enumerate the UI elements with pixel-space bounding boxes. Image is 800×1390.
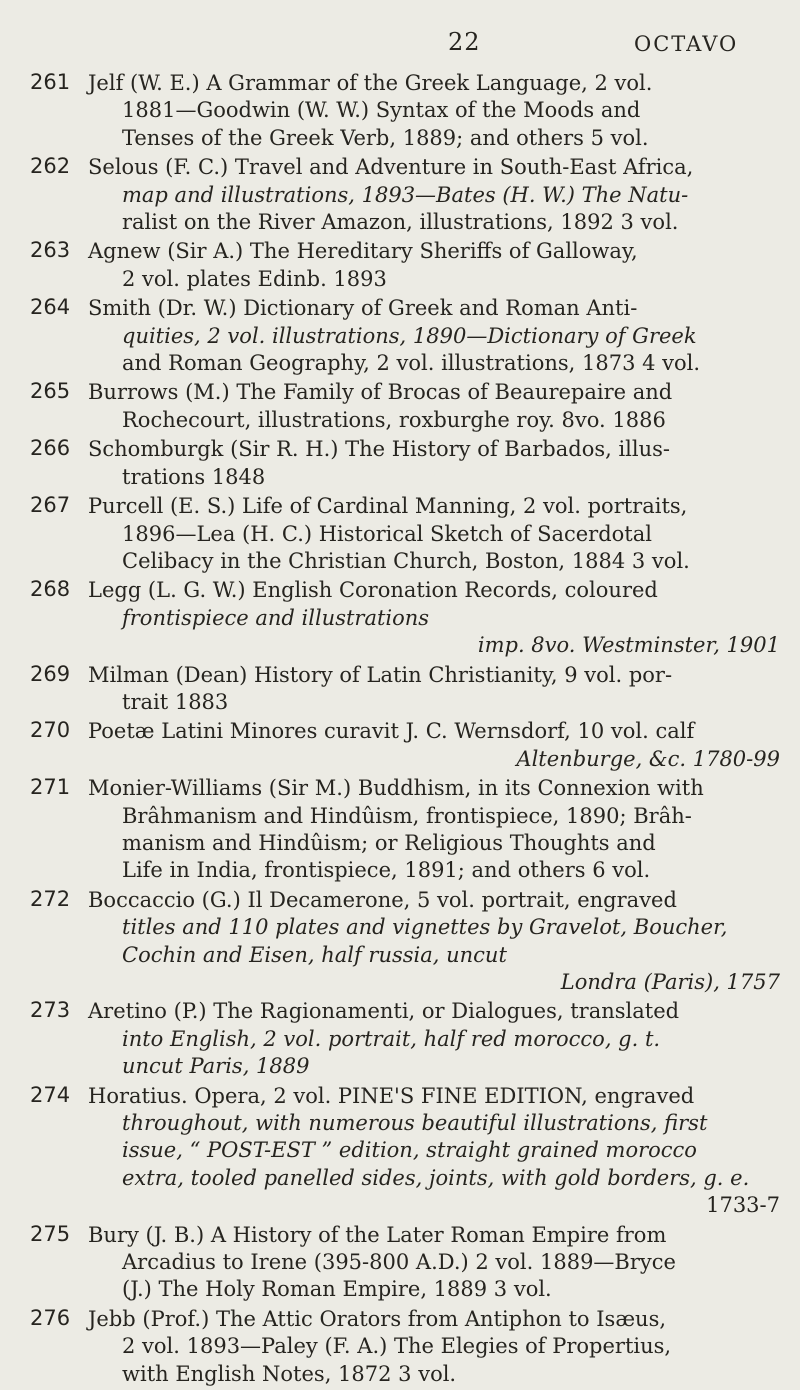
entry-line: Bury (J. B.) A History of the Later Roman Empire from [88, 1222, 667, 1247]
entry-line: Life in India, frontispiece, 1891; and others 6 vol. [122, 858, 651, 883]
entry-line: with English Notes, 1872 3 vol. [122, 1361, 457, 1386]
lot-number: 273 [30, 998, 71, 1023]
catalogue-entry [30, 436, 780, 491]
entry-line: Rochecourt, illustrations, roxburghe roy. 8vo. 1886 [122, 407, 666, 432]
entry-line: Horatius. Opera, 2 vol. PINE'S FINE EDITION, engraved [88, 1083, 695, 1108]
entry-line: quities, 2 vol. illustrations, 1890—Dictionary of Greek [122, 323, 697, 348]
page-header [0, 28, 800, 68]
entry-line: into English, 2 vol. portrait, half red morocco, g. t. [122, 1026, 661, 1051]
entry-line: Celibacy in the Christian Church, Boston, 1884 3 vol. [122, 548, 690, 573]
running-head: OCTAVO [634, 32, 739, 56]
catalogue-entry [30, 1222, 780, 1304]
entry-line: Tenses of the Greek Verb, 1889; and others 5 vol. [122, 125, 649, 150]
entry-line: Schomburgk (Sir R. H.) The History of Barbados, illus- [88, 437, 671, 462]
page-number: 22 [448, 28, 481, 56]
entry-line: Selous (F. C.) Travel and Adventure in South-East Africa, [88, 155, 694, 180]
entry-line: Arcadius to Irene (395-800 A.D.) 2 vol. 1889—Bryce [122, 1250, 676, 1275]
entry-line: Poetæ Latini Minores curavit J. C. Wernsdorf, 10 vol. calf [88, 719, 695, 744]
lot-number: 267 [30, 493, 71, 518]
catalogue-entry [30, 379, 780, 434]
catalogue-entry [30, 998, 780, 1080]
lot-number: 264 [30, 295, 71, 320]
lot-number: 266 [30, 436, 71, 461]
entry-line: Legg (L. G. W.) English Coronation Records, coloured [88, 578, 658, 603]
catalogue-entry [30, 1083, 780, 1220]
lot-number: 268 [30, 577, 71, 602]
lot-number: 262 [30, 154, 71, 179]
lot-number: 265 [30, 379, 71, 404]
entry-line: Aretino (P.) The Ragionamenti, or Dialogues, translated [88, 999, 680, 1024]
catalogue-entry [30, 295, 780, 377]
catalogue-entry [30, 718, 780, 773]
entry-line: titles and 110 plates and vignettes by Gravelot, Boucher, [122, 915, 728, 940]
entry-line: 1881—Goodwin (W. W.) Syntax of the Moods and [122, 98, 641, 123]
lot-number: 271 [30, 775, 71, 800]
entry-line: 2 vol. 1893—Paley (F. A.) The Elegies of Propertius, [122, 1334, 672, 1359]
entry-line: Monier-Williams (Sir M.) Buddhism, in its Connexion with [88, 776, 704, 801]
lot-number: 275 [30, 1221, 71, 1246]
entry-line: trait 1883 [122, 689, 229, 714]
entry-line: Burrows (M.) The Family of Brocas of Beaurepaire and [88, 380, 673, 405]
catalogue-entry [30, 493, 780, 575]
entry-line: issue, “ POST-EST ” edition, straight grained morocco [122, 1138, 697, 1163]
entry-line: Altenburge, &c. 1780-99 [516, 746, 780, 771]
entry-line: Jelf (W. E.) A Grammar of the Greek Language, 2 vol. [88, 71, 653, 95]
catalogue-entry [30, 238, 780, 293]
lot-list [30, 70, 780, 1390]
entry-line: trations 1848 [122, 464, 266, 489]
lot-number: 274 [30, 1082, 71, 1107]
entry-line: 1733-7 [706, 1193, 780, 1218]
entry-line: map and illustrations, 1893—Bates (H. W.) The Natu- [122, 182, 689, 207]
catalogue-entry [30, 887, 780, 997]
entry-line: (J.) The Holy Roman Empire, 1889 3 vol. [122, 1277, 552, 1302]
lot-number: 263 [30, 238, 71, 263]
entry-line: Cochin and Eisen, half russia, uncut [122, 942, 507, 967]
entry-line: 2 vol. plates Edinb. 1893 [122, 266, 387, 291]
entry-line: Purcell (E. S.) Life of Cardinal Manning, 2 vol. portraits, [88, 494, 688, 519]
entry-line: Jebb (Prof.) The Attic Orators from Antiphon to Isæus, [88, 1306, 667, 1331]
lot-number: 270 [30, 718, 71, 743]
entry-line: Londra (Paris), 1757 [560, 970, 780, 994]
entry-line: and Roman Geography, 2 vol. illustrations, 1873 4 vol. [122, 351, 701, 376]
entry-line: Boccaccio (G.) Il Decamerone, 5 vol. portrait, engraved [88, 887, 677, 912]
entry-line: 1896—Lea (H. C.) Historical Sketch of Sacerdotal [122, 521, 652, 546]
entry-line: Milman (Dean) History of Latin Christianity, 9 vol. por- [88, 662, 673, 687]
entry-line: Brâhmanism and Hindûism, frontispiece, 1890; Brâh- [122, 803, 692, 828]
entry-line: manism and Hindûism; or Religious Thoughts and [122, 830, 656, 855]
entry-line: Smith (Dr. W.) Dictionary of Greek and Roman Anti- [88, 296, 638, 321]
catalogue-entry [30, 775, 780, 885]
catalogue-entry [30, 154, 780, 236]
catalogue-entry [30, 70, 780, 152]
lot-number: 261 [30, 70, 71, 94]
entry-line: frontispiece and illustrations [122, 605, 430, 630]
lot-number: 272 [30, 886, 71, 911]
entry-line: throughout, with numerous beautiful illustrations, first [122, 1111, 708, 1136]
entry-line: imp. 8vo. Westminster, 1901 [477, 633, 780, 658]
lot-number: 269 [30, 661, 71, 686]
entry-line: extra, tooled panelled sides, joints, with gold borders, g. e. [122, 1165, 750, 1190]
entry-line: uncut Paris, 1889 [122, 1054, 310, 1079]
catalogue-entry [30, 662, 780, 717]
entry-line: Agnew (Sir A.) The Hereditary Sheriffs of Galloway, [88, 239, 638, 264]
lot-number: 276 [30, 1305, 71, 1330]
entry-line: ralist on the River Amazon, illustrations, 1892 3 vol. [122, 210, 679, 235]
catalogue-entry [30, 577, 780, 659]
